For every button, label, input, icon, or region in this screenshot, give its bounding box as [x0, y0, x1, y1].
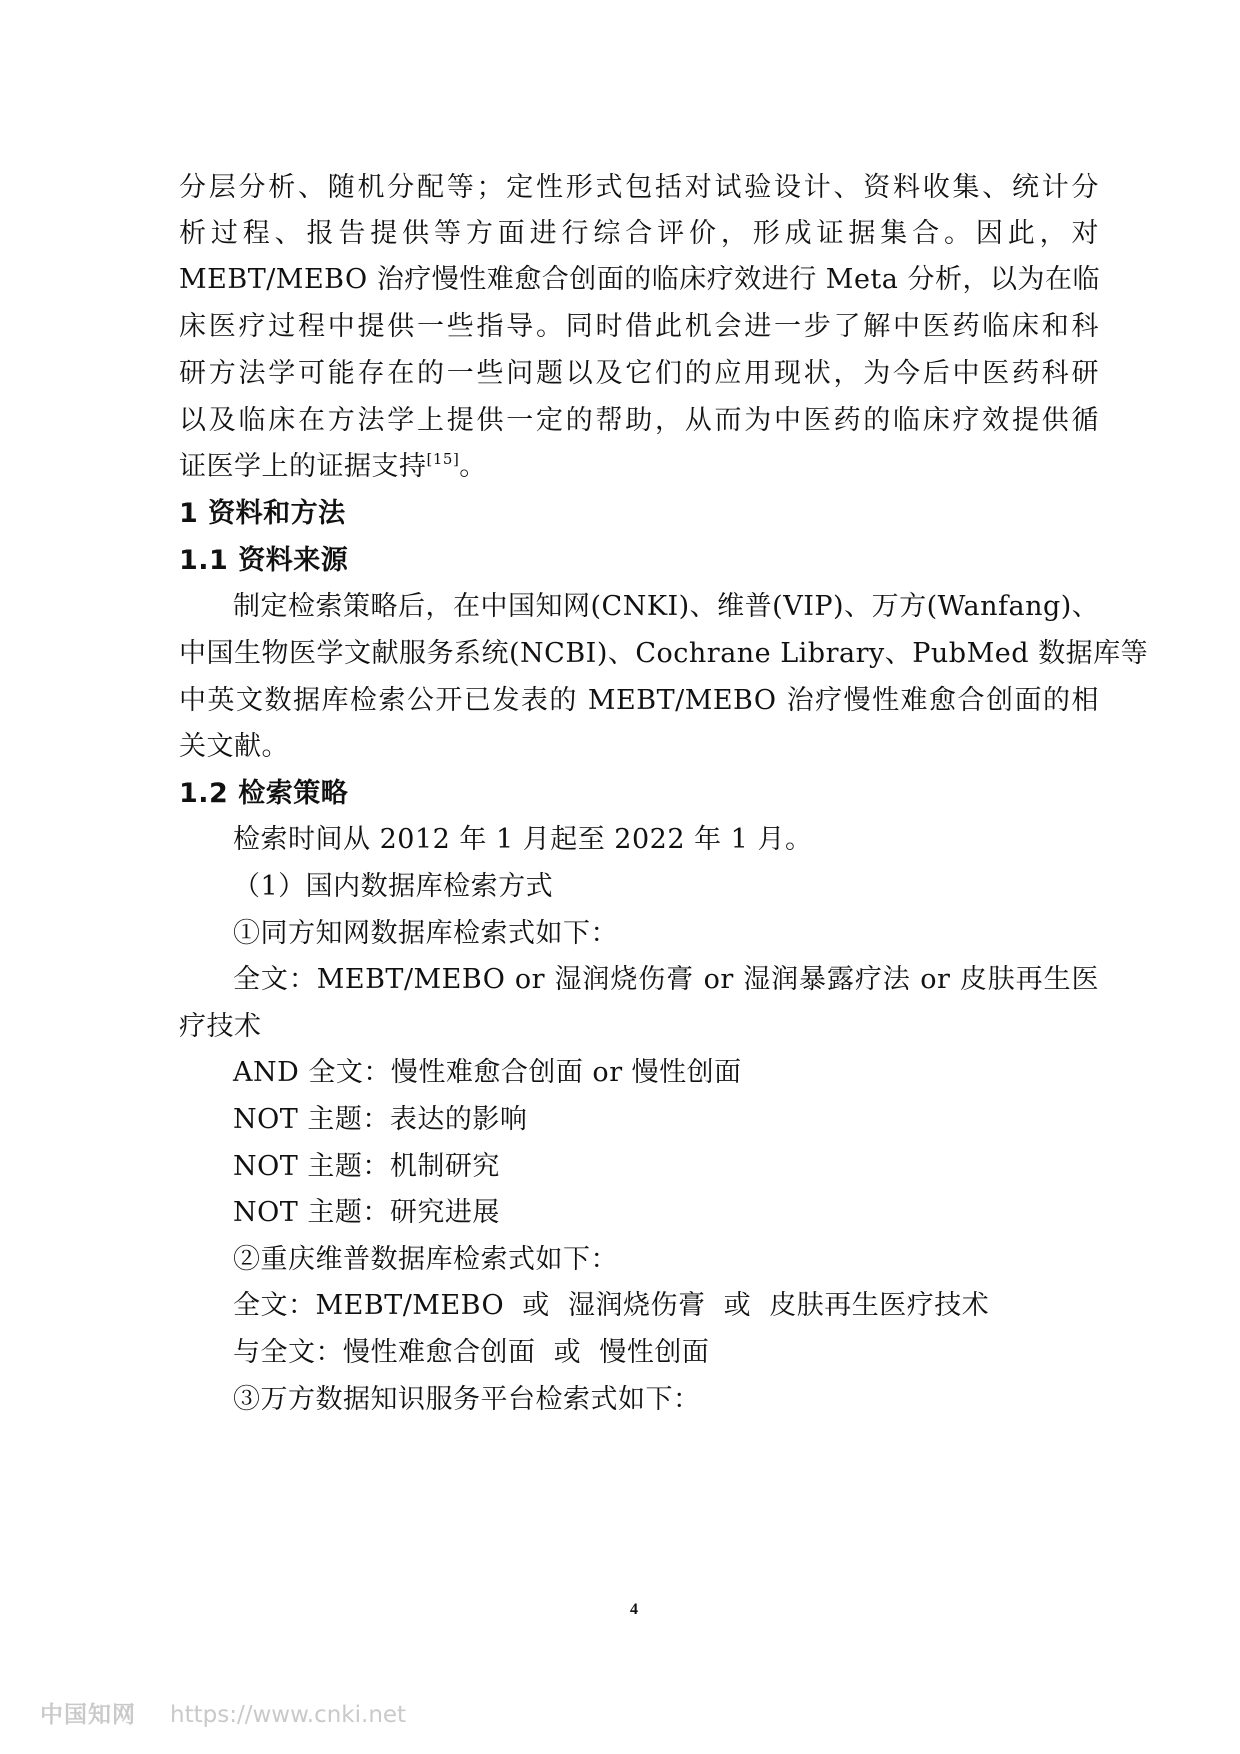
- watermark: [40, 1696, 406, 1729]
- body-line: ①同方知网数据库检索式如下：: [233, 918, 618, 949]
- body-line: 关文献。: [179, 731, 289, 762]
- body-line: 分层分析、随机分配等；定性形式包括对试验设计、资料收集、统计分: [179, 172, 1099, 203]
- body-line: 研方法学可能存在的一些问题以及它们的应用现状，为今后中医药科研: [179, 358, 1099, 389]
- body-text: 证医学上的证据支持: [179, 451, 427, 482]
- body-line: ②重庆维普数据库检索式如下：: [233, 1244, 618, 1275]
- body-line: NOT 主题：研究进展: [233, 1197, 500, 1228]
- body-line: ③万方数据知识服务平台检索式如下：: [233, 1384, 701, 1415]
- body-line: 全文：MEBT/MEBO 或 湿润烧伤膏 或 皮肤再生医疗技术: [233, 1290, 990, 1321]
- watermark-url[interactable]: https://www.cnki.net: [170, 1702, 407, 1728]
- body-line: 检索时间从 2012 年 1 月起至 2022 年 1 月。: [233, 824, 813, 855]
- body-line: 以及临床在方法学上提供一定的帮助，从而为中医药的临床疗效提供循: [179, 405, 1099, 436]
- body-text: 。: [459, 451, 487, 482]
- body-line: 全文：MEBT/MEBO or 湿润烧伤膏 or 湿润暴露疗法 or 皮肤再生医: [233, 964, 1099, 995]
- body-line: 疗技术: [179, 1011, 262, 1042]
- body-line: （1）国内数据库检索方式: [233, 871, 554, 902]
- body-line: AND 全文：慢性难愈合创面 or 慢性创面: [233, 1057, 742, 1088]
- body-line: 床医疗过程中提供一些指导。同时借此机会进一步了解中医药临床和科: [179, 311, 1099, 342]
- citation-ref[interactable]: [15]: [426, 450, 460, 468]
- body-line: 中国生物医学文献服务系统(NCBI)、Cochrane Library、PubMed 数据库等: [179, 638, 1149, 669]
- body-line: 制定检索策略后，在中国知网(CNKI)、维普(VIP)、万方(Wanfang)、: [233, 591, 1100, 622]
- body-line: 中英文数据库检索公开已发表的 MEBT/MEBO 治疗慢性难愈合创面的相: [179, 685, 1099, 716]
- body-line: MEBT/MEBO 治疗慢性难愈合创面的临床疗效进行 Meta 分析，以为在临: [179, 264, 1100, 295]
- body-line: 与全文：慢性难愈合创面 或 慢性创面: [233, 1337, 710, 1368]
- body-line: NOT 主题：表达的影响: [233, 1104, 528, 1135]
- body-line: 析过程、报告提供等方面进行综合评价，形成证据集合。因此，对: [179, 218, 1099, 249]
- page-number: 4: [630, 1601, 638, 1618]
- subsection-heading: 1.2 检索策略: [179, 778, 349, 809]
- subsection-heading: 1.1 资料来源: [179, 545, 349, 576]
- body-line: [179, 451, 487, 483]
- section-heading: 1 资料和方法: [179, 498, 346, 529]
- watermark-logo: 中国知网: [40, 1702, 136, 1728]
- body-line: NOT 主题：机制研究: [233, 1151, 500, 1182]
